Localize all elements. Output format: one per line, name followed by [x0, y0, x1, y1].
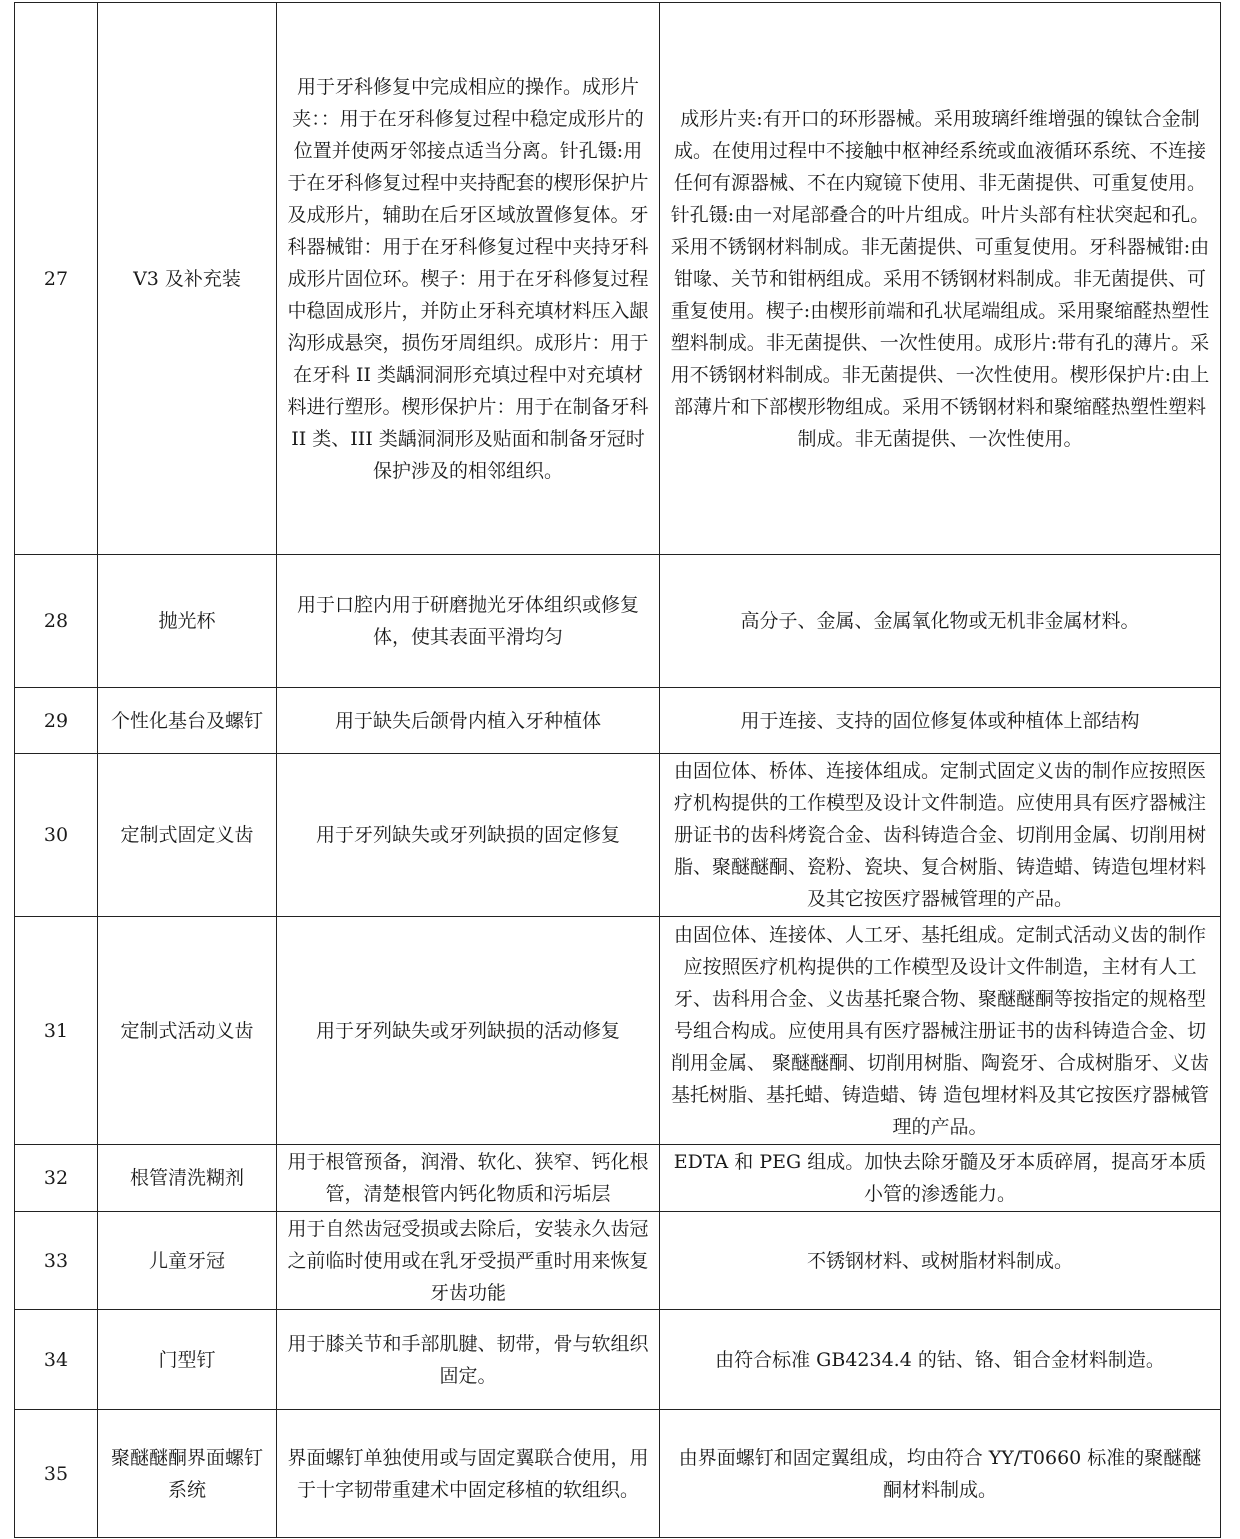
intended-use: 用于根管预备，润滑、软化、狭窄、钙化根管，清楚根管内钙化物质和污垢层 [277, 1145, 660, 1212]
row-number: 28 [15, 555, 98, 688]
table-row [15, 555, 1221, 688]
table-row [15, 1145, 1221, 1212]
intended-use: 用于牙列缺失或牙列缺损的活动修复 [277, 917, 660, 1145]
structure-composition: 成形片夹:有开口的环形器械。采用玻璃纤维增强的镍钛合金制成。在使用过程中不接触中枢神经系统或血液循环系统、不连接任何有源器械、不在内窥镜下使用、非无菌提供、可重复使用。针孔镊:由一对尾部叠合的叶片组成。叶片头部有柱状突起和孔。采用不锈钢材料制成。非无菌提供、可重复使用。牙科器械钳:由钳喙、关节和钳柄组成。采用不锈钢材料制成。非无菌提供、可重复使用。楔子:由楔形前端和孔状尾端组成。采用聚缩醛热塑性塑料制成。非无菌提供、一次性使用。成形片:带有孔的薄片。采用不锈钢材料制成。非无菌提供、一次性使用。楔形保护片:由上部薄片和下部楔形物组成。采用不锈钢材料和聚缩醛热塑性塑料制成。非无菌提供、一次性使用。 [660, 3, 1221, 555]
table-row [15, 688, 1221, 754]
table-row [15, 1212, 1221, 1310]
row-number: 29 [15, 688, 98, 754]
structure-composition: 用于连接、支持的固位修复体或种植体上部结构 [660, 688, 1221, 754]
intended-use: 用于口腔内用于研磨抛光牙体组织或修复体，使其表面平滑均匀 [277, 555, 660, 688]
table-row [15, 917, 1221, 1145]
product-name: 根管清洗糊剂 [98, 1145, 277, 1212]
device-table [14, 2, 1221, 1538]
row-number: 32 [15, 1145, 98, 1212]
structure-composition: 由符合标准 GB4234.4 的钴、铬、钼合金材料制造。 [660, 1310, 1221, 1410]
product-name: V3 及补充装 [98, 3, 277, 555]
structure-composition: 由固位体、连接体、人工牙、基托组成。定制式活动义齿的制作应按照医疗机构提供的工作模型及设计文件制造，主材有人工牙、齿科用合金、义齿基托聚合物、聚醚醚酮等按指定的规格型号组合构成。应使用具有医疗器械注册证书的齿科铸造合金、切削用金属、 聚醚醚酮、切削用树脂、陶瓷牙、合成树脂牙、义齿基托树脂、基托蜡、铸造蜡、铸 造包埋材料及其它按医疗器械管理的产品。 [660, 917, 1221, 1145]
product-name: 抛光杯 [98, 555, 277, 688]
product-name: 定制式固定义齿 [98, 754, 277, 917]
table-row [15, 754, 1221, 917]
product-name: 聚醚醚酮界面螺钉系统 [98, 1410, 277, 1538]
product-name: 定制式活动义齿 [98, 917, 277, 1145]
row-number: 31 [15, 917, 98, 1145]
table-row [15, 1310, 1221, 1410]
row-number: 27 [15, 3, 98, 555]
intended-use: 用于牙科修复中完成相应的操作。成形片夹：：用于在牙科修复过程中稳定成形片的位置并使两牙邻接点适当分离。针孔镊:用于在牙科修复过程中夹持配套的楔形保护片及成形片，辅助在后牙区域放置修复体。牙科器械钳：用于在牙科修复过程中夹持牙科成形片固位环。楔子：用于在牙科修复过程中稳固成形片，并防止牙科充填材料压入龈沟形成悬突，损伤牙周组织。成形片：用于在牙科 II 类龋洞洞形充填过程中对充填材料进行塑形。楔形保护片：用于在制备牙科 II 类、III 类龋洞洞形及贴面和制备牙冠时保护涉及的相邻组织。 [277, 3, 660, 555]
intended-use: 用于缺失后颌骨内植入牙种植体 [277, 688, 660, 754]
row-number: 35 [15, 1410, 98, 1538]
structure-composition: 由界面螺钉和固定翼组成，均由符合 YY/T0660 标准的聚醚醚酮材料制成。 [660, 1410, 1221, 1538]
intended-use: 界面螺钉单独使用或与固定翼联合使用，用于十字韧带重建术中固定移植的软组织。 [277, 1410, 660, 1538]
row-number: 33 [15, 1212, 98, 1310]
structure-composition: EDTA 和 PEG 组成。加快去除牙髓及牙本质碎屑，提高牙本质小管的渗透能力。 [660, 1145, 1221, 1212]
intended-use: 用于自然齿冠受损或去除后，安装永久齿冠之前临时使用或在乳牙受损严重时用来恢复牙齿功能 [277, 1212, 660, 1310]
table-row [15, 3, 1221, 555]
product-name: 门型钉 [98, 1310, 277, 1410]
intended-use: 用于膝关节和手部肌腱、韧带，骨与软组织固定。 [277, 1310, 660, 1410]
row-number: 30 [15, 754, 98, 917]
row-number: 34 [15, 1310, 98, 1410]
product-name: 个性化基台及螺钉 [98, 688, 277, 754]
structure-composition: 不锈钢材料、或树脂材料制成。 [660, 1212, 1221, 1310]
product-name: 儿童牙冠 [98, 1212, 277, 1310]
table-row [15, 1410, 1221, 1538]
intended-use: 用于牙列缺失或牙列缺损的固定修复 [277, 754, 660, 917]
structure-composition: 由固位体、桥体、连接体组成。定制式固定义齿的制作应按照医疗机构提供的工作模型及设计文件制造。应使用具有医疗器械注册证书的齿科烤瓷合金、齿科铸造合金、切削用金属、切削用树脂、聚醚醚酮、瓷粉、瓷块、复合树脂、铸造蜡、铸造包埋材料及其它按医疗器械管理的产品。 [660, 754, 1221, 917]
structure-composition: 高分子、金属、金属氧化物或无机非金属材料。 [660, 555, 1221, 688]
